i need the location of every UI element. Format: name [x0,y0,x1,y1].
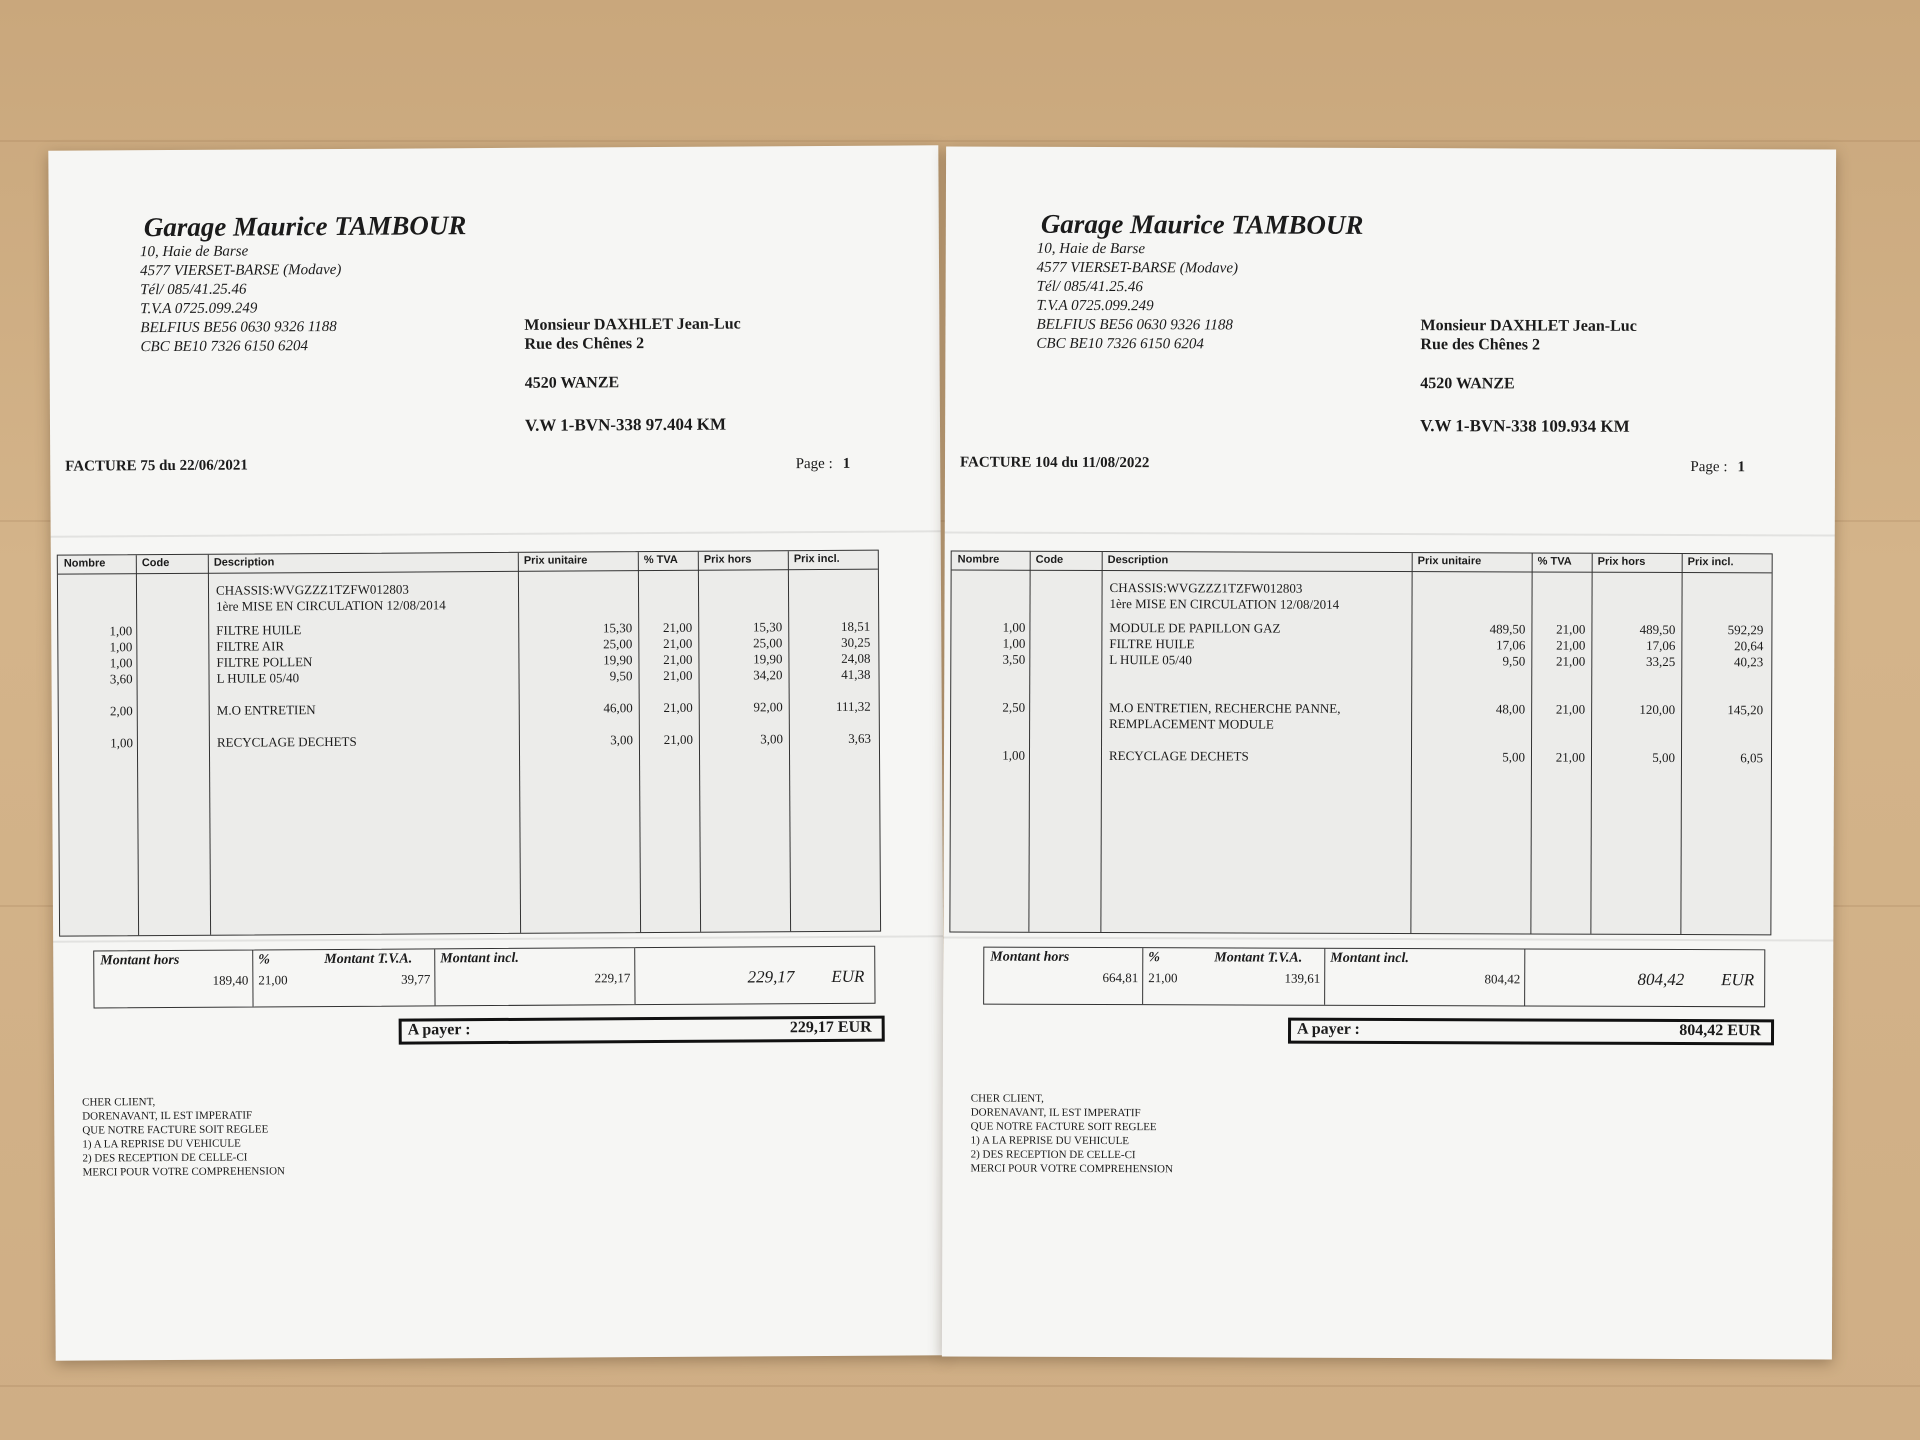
column-header: Description [1107,554,1169,567]
note-line: 1) A LA REPRISE DU VEHICULE [970,1134,1130,1148]
note-line: DORENAVANT, IL EST IMPERATIF [970,1106,1141,1120]
page-label: Page : [795,455,833,473]
table-row [58,634,878,655]
line-items-table [57,550,881,937]
label-total-excl: Montant hors [990,949,1070,965]
chassis-number: CHASSIS:WVGZZZ1TZFW012803 [1109,580,1303,596]
column-header: Prix hors [703,553,752,566]
total-percent: 21,00 [1148,970,1178,986]
line-price-incl: 145,20 [1727,702,1764,718]
note-line: 2) DES RECEPTION DE CELLE-CI [970,1148,1136,1162]
line-quantity: 1,00 [109,655,133,671]
note-line: 1) A LA REPRISE DU VEHICULE [82,1137,241,1151]
garage-city: 4577 VIERSET-BARSE (Modave) [1036,259,1239,277]
totals-divider [1142,948,1143,1004]
total-tva: 139,61 [1284,970,1321,986]
table-row [58,618,878,639]
line-tva: 21,00 [663,635,693,651]
line-quantity: 1,00 [1002,619,1026,635]
line-price-excl: 92,00 [753,699,783,715]
client-street: Rue des Chênes 2 [524,335,645,353]
total-big: 229,17 [747,967,795,987]
totals-divider [1524,949,1525,1005]
line-price-incl: 3,63 [848,730,871,746]
note-line: QUE NOTRE FACTURE SOIT REGLEE [82,1123,269,1137]
note-line: MERCI POUR VOTRE COMPREHENSION [82,1165,285,1179]
total-incl: 804,42 [1484,971,1521,987]
line-unit-price: 15,30 [602,620,633,636]
line-price-incl: 24,08 [841,650,871,666]
table-column-divider [518,553,521,933]
first-registration: 1ère MISE EN CIRCULATION 12/08/2014 [1109,596,1340,612]
garage-header [1036,208,1364,355]
chassis-number: CHASSIS:WVGZZZ1TZFW012803 [215,581,409,598]
column-header: % TVA [1537,555,1572,568]
line-tva: 21,00 [663,667,693,683]
amount-due-value: 804,42 EUR [1679,1022,1762,1040]
column-header: Prix unitaire [523,554,588,567]
note-line: MERCI POUR VOTRE COMPREHENSION [970,1162,1173,1176]
invoice-sheet [48,145,945,1360]
line-quantity: 1,00 [109,623,133,639]
label-percent: % [258,952,270,968]
label-total-incl: Montant incl. [1330,950,1409,967]
note-line: DORENAVANT, IL EST IMPERATIF [82,1109,253,1123]
amount-due-label: A payer : [1297,1020,1360,1038]
line-unit-price: 9,50 [609,668,633,684]
line-tva: 21,00 [663,731,693,747]
line-tva: 21,00 [1555,701,1586,717]
vehicle-info: V.W 1-BVN-338 109.934 KM [1420,416,1630,436]
garage-name: Garage Maurice TAMBOUR [1040,208,1364,240]
line-description: MODULE DE PAPILLON GAZ [1109,620,1281,636]
column-header: Nombre [63,557,106,570]
line-unit-price: 5,00 [1502,749,1526,765]
label-total-excl: Montant hors [100,952,180,969]
table-row [59,698,879,719]
line-description: FILTRE POLLEN [216,654,313,670]
table-column-divider [136,555,139,935]
line-unit-price: 17,06 [1496,637,1526,653]
line-price-incl: 18,51 [840,618,871,634]
page-value: 1 [842,455,851,472]
paper-fold [943,936,1833,941]
line-quantity: 2,00 [109,703,133,719]
line-description: FILTRE AIR [216,638,285,654]
garage-name: Garage Maurice TAMBOUR [143,210,467,243]
table-column-divider [208,555,211,935]
invoice-sheet [942,146,1836,1359]
totals-divider [1324,949,1325,1005]
table-row [951,619,1771,638]
totals-box [93,946,875,1009]
total-currency: EUR [1721,970,1755,990]
page-label: Page : [1690,459,1728,476]
note-line: QUE NOTRE FACTURE SOIT REGLEE [970,1120,1157,1134]
totals-divider [634,948,635,1004]
table-column-divider [1590,554,1592,934]
note-line: 2) DES RECEPTION DE CELLE-CI [82,1151,248,1165]
line-description: RECYCLAGE DECHETS [1108,748,1249,764]
column-header: Prix incl. [793,552,840,566]
total-incl: 229,17 [594,970,631,986]
line-quantity: 1,00 [110,735,133,751]
line-description: FILTRE HUILE [216,622,302,638]
table-row [58,650,878,671]
label-total-tva: Montant T.V.A. [1214,950,1303,966]
line-price-incl: 41,38 [841,666,871,682]
line-price-excl: 17,06 [1646,637,1676,653]
line-price-excl: 489,50 [1639,621,1676,637]
line-price-excl: 33,25 [1646,653,1676,669]
page-value: 1 [1737,459,1746,476]
table-column-divider [788,551,791,931]
line-quantity: 1,00 [109,639,133,655]
first-registration: 1ère MISE EN CIRCULATION 12/08/2014 [216,597,446,614]
client-city: 4520 WANZE [524,374,620,392]
total-currency: EUR [831,966,865,986]
line-quantity: 2,50 [1002,699,1026,715]
table-column-divider [1680,554,1682,934]
table-column-divider [1530,553,1532,933]
line-items-table [949,550,1772,935]
column-header: % TVA [643,553,678,567]
label-total-tva: Montant T.V.A. [324,951,413,968]
payment-note [971,1092,1174,1177]
line-description-cont: REMPLACEMENT MODULE [1109,716,1274,732]
invoice-number: FACTURE 75 du 22/06/2021 [65,457,248,475]
line-price-incl: 592,29 [1727,622,1764,638]
column-header: Description [213,556,275,569]
label-total-incl: Montant incl. [440,950,519,967]
column-header: Prix unitaire [1417,555,1482,568]
line-price-excl: 5,00 [1652,749,1676,765]
totals-box [983,947,1765,1008]
total-excl: 664,81 [1102,970,1139,986]
line-tva: 21,00 [663,699,693,715]
line-price-incl: 40,23 [1734,654,1764,670]
line-tva: 21,00 [1556,637,1586,653]
line-price-excl: 25,00 [753,635,783,651]
line-description: L HUILE 05/40 [1109,652,1192,668]
client-city: 4520 WANZE [1420,375,1515,393]
line-description: FILTRE HUILE [1109,636,1195,652]
table-row [951,747,1771,766]
line-quantity: 1,00 [1002,747,1026,763]
chassis-info [216,581,446,614]
line-unit-price: 489,50 [1489,621,1526,637]
client-block [1420,316,1637,436]
line-description: RECYCLAGE DECHETS [216,733,357,750]
line-price-incl: 30,25 [841,634,871,650]
garage-bank: CBC BE10 7326 6150 6204 [1036,335,1204,353]
client-street: Rue des Chênes 2 [1420,336,1541,354]
total-tva: 39,77 [401,971,431,987]
page-number [796,456,851,473]
table-column-divider [1100,552,1102,932]
line-price-incl: 20,64 [1734,638,1764,654]
table-column-divider [1410,553,1412,933]
line-price-excl: 19,90 [753,651,783,667]
line-price-incl: 111,32 [835,698,871,714]
column-header: Prix incl. [1687,556,1734,569]
line-tva: 21,00 [1556,621,1586,637]
table-column-divider [1028,552,1030,932]
total-big: 804,42 [1637,969,1685,990]
line-unit-price: 25,00 [603,636,633,652]
client-block [524,315,741,435]
table-column-divider [698,552,701,932]
client-name: Monsieur DAXHLET Jean-Luc [524,315,741,334]
table-header [58,551,878,575]
line-description: M.O ENTRETIEN, RECHERCHE PANNE, [1109,700,1341,716]
column-header: Code [1035,553,1064,566]
note-line: CHER CLIENT, [82,1096,156,1109]
table-column-divider [638,552,641,932]
garage-bank: BELFIUS BE56 0630 9326 1188 [1036,316,1233,334]
client-name: Monsieur DAXHLET Jean-Luc [1420,317,1637,335]
line-price-excl: 34,20 [753,667,783,683]
note-line: CHER CLIENT, [970,1092,1044,1105]
paper-fold [53,935,943,942]
paper-fold [51,530,941,537]
page-number [1690,459,1745,476]
garage-city: 4577 VIERSET-BARSE (Modave) [140,261,342,280]
line-description: M.O ENTRETIEN [216,702,316,718]
line-tva: 21,00 [663,651,693,667]
garage-tva: T.V.A 0725.099.249 [1036,297,1154,315]
garage-address: 10, Haie de Barse [1036,240,1146,258]
line-price-excl: 3,00 [760,731,783,747]
column-header: Prix hors [1597,555,1646,568]
garage-address: 10, Haie de Barse [139,243,249,261]
line-tva: 21,00 [662,619,693,635]
chassis-info [1109,580,1339,613]
amount-due-value: 229,17 EUR [789,1018,872,1037]
table-header [952,551,1772,573]
line-price-excl: 120,00 [1639,701,1676,717]
amount-due-box [1288,1018,1774,1046]
line-unit-price: 48,00 [1495,701,1526,717]
paper-fold [945,531,1835,536]
table-row [59,730,879,751]
garage-tel: Tél/ 085/41.25.46 [1036,278,1143,296]
table-row [951,699,1771,732]
payment-note [82,1094,285,1179]
garage-bank: CBC BE10 7326 6150 6204 [140,338,309,356]
line-unit-price: 19,90 [603,652,633,668]
line-description: L HUILE 05/40 [216,670,300,686]
line-tva: 21,00 [1556,653,1586,669]
total-excl: 189,40 [212,972,249,988]
line-unit-price: 3,00 [610,732,633,748]
column-header: Nombre [957,553,1000,566]
table-row [58,666,878,687]
line-price-incl: 6,05 [1740,750,1764,766]
totals-divider [434,949,435,1005]
garage-header [139,210,467,357]
amount-due-box [399,1016,885,1045]
total-percent: 21,00 [258,972,288,988]
garage-tva: T.V.A 0725.099.249 [140,300,258,318]
line-quantity: 3,60 [109,671,133,687]
line-quantity: 3,50 [1002,651,1026,667]
label-percent: % [1148,950,1160,966]
garage-tel: Tél/ 085/41.25.46 [140,281,247,299]
amount-due-label: A payer : [407,1021,471,1039]
line-quantity: 1,00 [1002,635,1026,651]
line-price-excl: 15,30 [752,619,783,635]
line-unit-price: 46,00 [603,700,633,716]
column-header: Code [141,556,170,570]
invoice-number: FACTURE 104 du 11/08/2022 [959,454,1150,472]
garage-bank: BELFIUS BE56 0630 9326 1188 [140,318,337,337]
totals-divider [252,950,253,1006]
vehicle-info: V.W 1-BVN-338 97.404 KM [524,414,727,435]
line-unit-price: 9,50 [1502,653,1526,669]
line-tva: 21,00 [1555,749,1586,765]
